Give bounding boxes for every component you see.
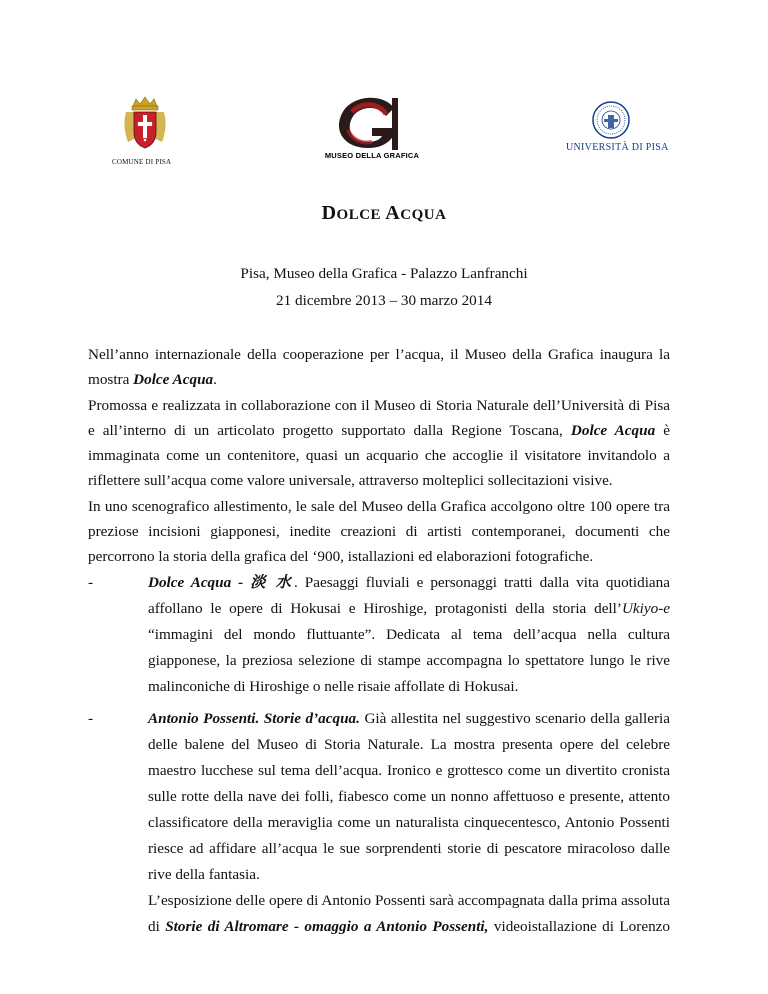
- title-cqua: CQUA: [400, 207, 447, 223]
- title-initial-a: A: [385, 202, 401, 224]
- list-item-title: Antonio Possenti. Storie d’acqua.: [148, 709, 360, 727]
- dates-line: 21 dicembre 2013 – 30 marzo 2014: [276, 292, 492, 309]
- title-initial-d: D: [321, 202, 337, 224]
- emphasis-dolce-acqua: Dolce Acqua: [570, 421, 656, 439]
- comune-di-pisa-logo: [112, 96, 182, 166]
- universita-di-pisa-caption: UNIVERSITÀ DI PISA: [566, 142, 669, 153]
- comune-di-pisa-caption: COMUNE DI PISA: [112, 158, 172, 166]
- emphasis-storie-di-altromare: Storie di Altromare - omaggio a Antonio Possenti,: [165, 917, 489, 935]
- university-seal-icon: [591, 100, 631, 140]
- page-title: [0, 202, 768, 225]
- list-dash: -: [88, 709, 94, 727]
- list-item-possenti: - Antonio Possenti. Storie d’acqua. Già allestita nel suggestivo scenario della galleria delle balene del Museo di Storia Naturale. La mostra presenta opere del celebre maestro lucchese sul tema dell’acqua. Ironico e grottesco come un divertito cronista sulle rotte della nave dei folli, fiabesco come un nonno affettuoso e presente, attento classificatore della meraviglia come un naturalista cinquecentesco, Antonio Possenti riesce ad affidare all’acqua le sue sorprendenti storie di pescatore miracoloso dalle rive della fantasia.: [88, 706, 670, 888]
- document-body: [88, 342, 670, 940]
- intro-paragraph-2: Promossa e realizzata in collaborazione con il Museo di Storia Naturale dell’Università di Pisa e all’interno di un articolato progetto supportato dalla Regione Toscana, Dolce Acqua è immaginata come un contenitore, quasi un acquario che accoglie il visitatore invitandolo a riflettere sull’acqua come valore universale, attraverso molteplici sollecitazioni visive.: [88, 396, 670, 490]
- list-dash: -: [88, 573, 94, 591]
- pisa-coat-of-arms-icon: [122, 96, 168, 152]
- venue-line: Pisa, Museo della Grafica - Palazzo Lanfranchi: [240, 265, 528, 282]
- intro-paragraph-3: In uno scenografico allestimento, le sale del Museo della Grafica accolgono oltre 100 opere tra preziose incisioni giapponesi, inedite creazioni di artisti contemporanei, documenti che percorrono la storia della grafica del ‘900, istallazioni ed elaborazioni fotografiche.: [88, 497, 670, 566]
- ukiyo-e-term: Ukiyo-e: [621, 599, 670, 617]
- museo-della-grafica-caption: MUSEO DELLA GRAFICA: [324, 151, 420, 160]
- museo-della-grafica-logo: [322, 90, 422, 160]
- title-olce: OLCE: [336, 207, 386, 223]
- closing-paragraph: L’esposizione delle opere di Antonio Possenti sarà accompagnata dalla prima assoluta di Storie di Altromare - omaggio a Antonio Possenti, videoistallazione di Lorenzo: [148, 891, 671, 935]
- list-item-title: Dolce Acqua - 淡 水: [148, 573, 294, 591]
- intro-paragraph-1: Nell’anno internazionale della cooperazione per l’acqua, il Museo della Grafica inaugura la mostra Dolce Acqua.: [88, 346, 670, 389]
- emphasis-dolce-acqua: Dolce Acqua: [133, 371, 214, 389]
- list-item-dolce-acqua: - Dolce Acqua - 淡 水. Paesaggi fluviali e personaggi tratti dalla vita quotidiana affollano le opere di Hokusai e Hiroshige, protagonisti della storia dell’Ukiyo-e “immagini del mondo fluttuante”. Dedicata al tema dell’acqua nella cultura giapponese, la preziosa selezione di stampe accompagna lo spettatore lungo le rive malinconiche di Hiroshige o nelle risaie affollate di Hokusai.: [88, 570, 670, 700]
- museo-g-logo-icon: [322, 90, 422, 152]
- universita-di-pisa-logo: [566, 100, 669, 153]
